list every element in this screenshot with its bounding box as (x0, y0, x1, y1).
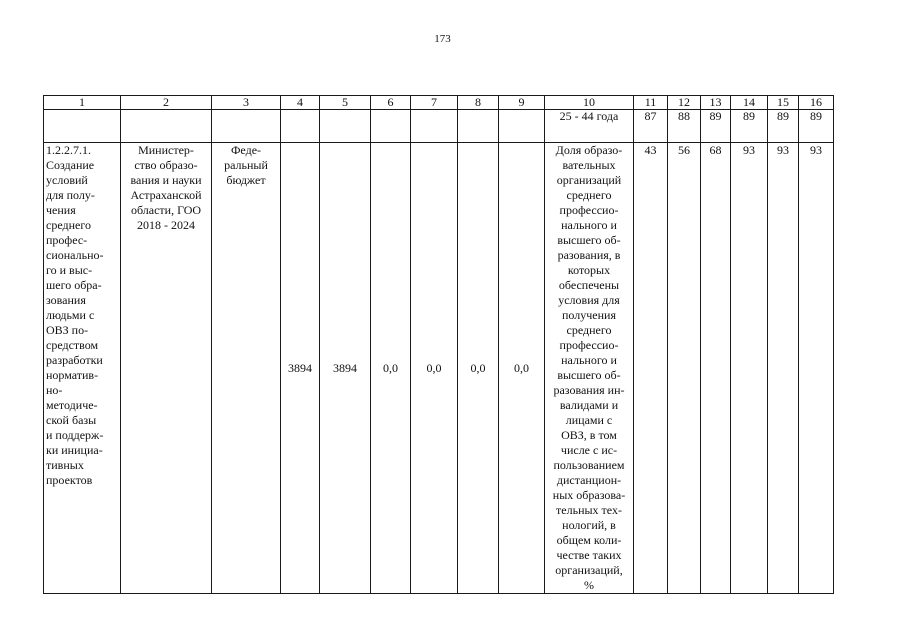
measure-description: Создание условий для полу- чения среднего профес- сионально- го и выс- шего обра- зования людьми с ОВЗ по- средством разработки норматив- но- методиче- ской базы и поддерж- ки инициа- тивных проектов (46, 158, 104, 487)
target-value: 89 (731, 110, 768, 143)
page-number: 173 (434, 33, 451, 45)
column-number: 1 (44, 96, 121, 110)
empty-cell (121, 110, 212, 143)
column-number: 13 (701, 96, 731, 110)
amount-cell: 3894 (281, 143, 320, 594)
empty-cell (320, 110, 371, 143)
amount-cell: 3894 (320, 143, 371, 594)
column-number: 3 (212, 96, 281, 110)
program-table (43, 95, 834, 594)
empty-cell (371, 110, 411, 143)
amount-cell: 0,0 (499, 143, 545, 594)
column-number: 14 (731, 96, 768, 110)
column-number: 4 (281, 96, 320, 110)
column-number-row (44, 96, 834, 110)
indicator-value: 93 (731, 143, 768, 594)
target-value: 89 (701, 110, 731, 143)
column-number: 8 (458, 96, 499, 110)
target-value: 89 (768, 110, 799, 143)
amount-cell: 0,0 (411, 143, 458, 594)
column-number: 11 (634, 96, 668, 110)
empty-cell (411, 110, 458, 143)
age-group-row (44, 110, 834, 143)
measure-row (44, 143, 834, 594)
funding-source-cell: Феде- ральный бюджет (212, 143, 281, 594)
empty-cell (458, 110, 499, 143)
column-number: 12 (668, 96, 701, 110)
indicator-value: 56 (668, 143, 701, 594)
indicator-value: 93 (768, 143, 799, 594)
column-number: 10 (545, 96, 634, 110)
age-group-label: 25 - 44 года (545, 110, 634, 143)
column-number: 15 (768, 96, 799, 110)
empty-cell (281, 110, 320, 143)
target-value: 89 (799, 110, 834, 143)
indicator-value: 93 (799, 143, 834, 594)
executor-cell: Министер- ство образо- вания и науки Астраханской области, ГОО 2018 - 2024 (121, 143, 212, 594)
column-number: 16 (799, 96, 834, 110)
column-number: 9 (499, 96, 545, 110)
empty-cell (212, 110, 281, 143)
indicator-value: 68 (701, 143, 731, 594)
column-number: 6 (371, 96, 411, 110)
measure-code: 1.2.2.7.1. (46, 143, 91, 157)
empty-cell (499, 110, 545, 143)
amount-cell: 0,0 (371, 143, 411, 594)
target-value: 87 (634, 110, 668, 143)
column-number: 2 (121, 96, 212, 110)
amount-cell: 0,0 (458, 143, 499, 594)
target-value: 88 (668, 110, 701, 143)
measure-cell (44, 143, 121, 594)
empty-cell (44, 110, 121, 143)
column-number: 7 (411, 96, 458, 110)
indicator-value: 43 (634, 143, 668, 594)
indicator-cell: Доля образо- вательных организаций среднего профессио- нального и высшего об- разования, в которых обеспечены условия для получения среднего профессио- нального и высшего об- разования ин- валидами и лицами с ОВЗ, в том числе с ис- пользованием дистанцион- ных образова- тельных тех- нологий, в общем коли- честве таких организаций, % (545, 143, 634, 594)
column-number: 5 (320, 96, 371, 110)
